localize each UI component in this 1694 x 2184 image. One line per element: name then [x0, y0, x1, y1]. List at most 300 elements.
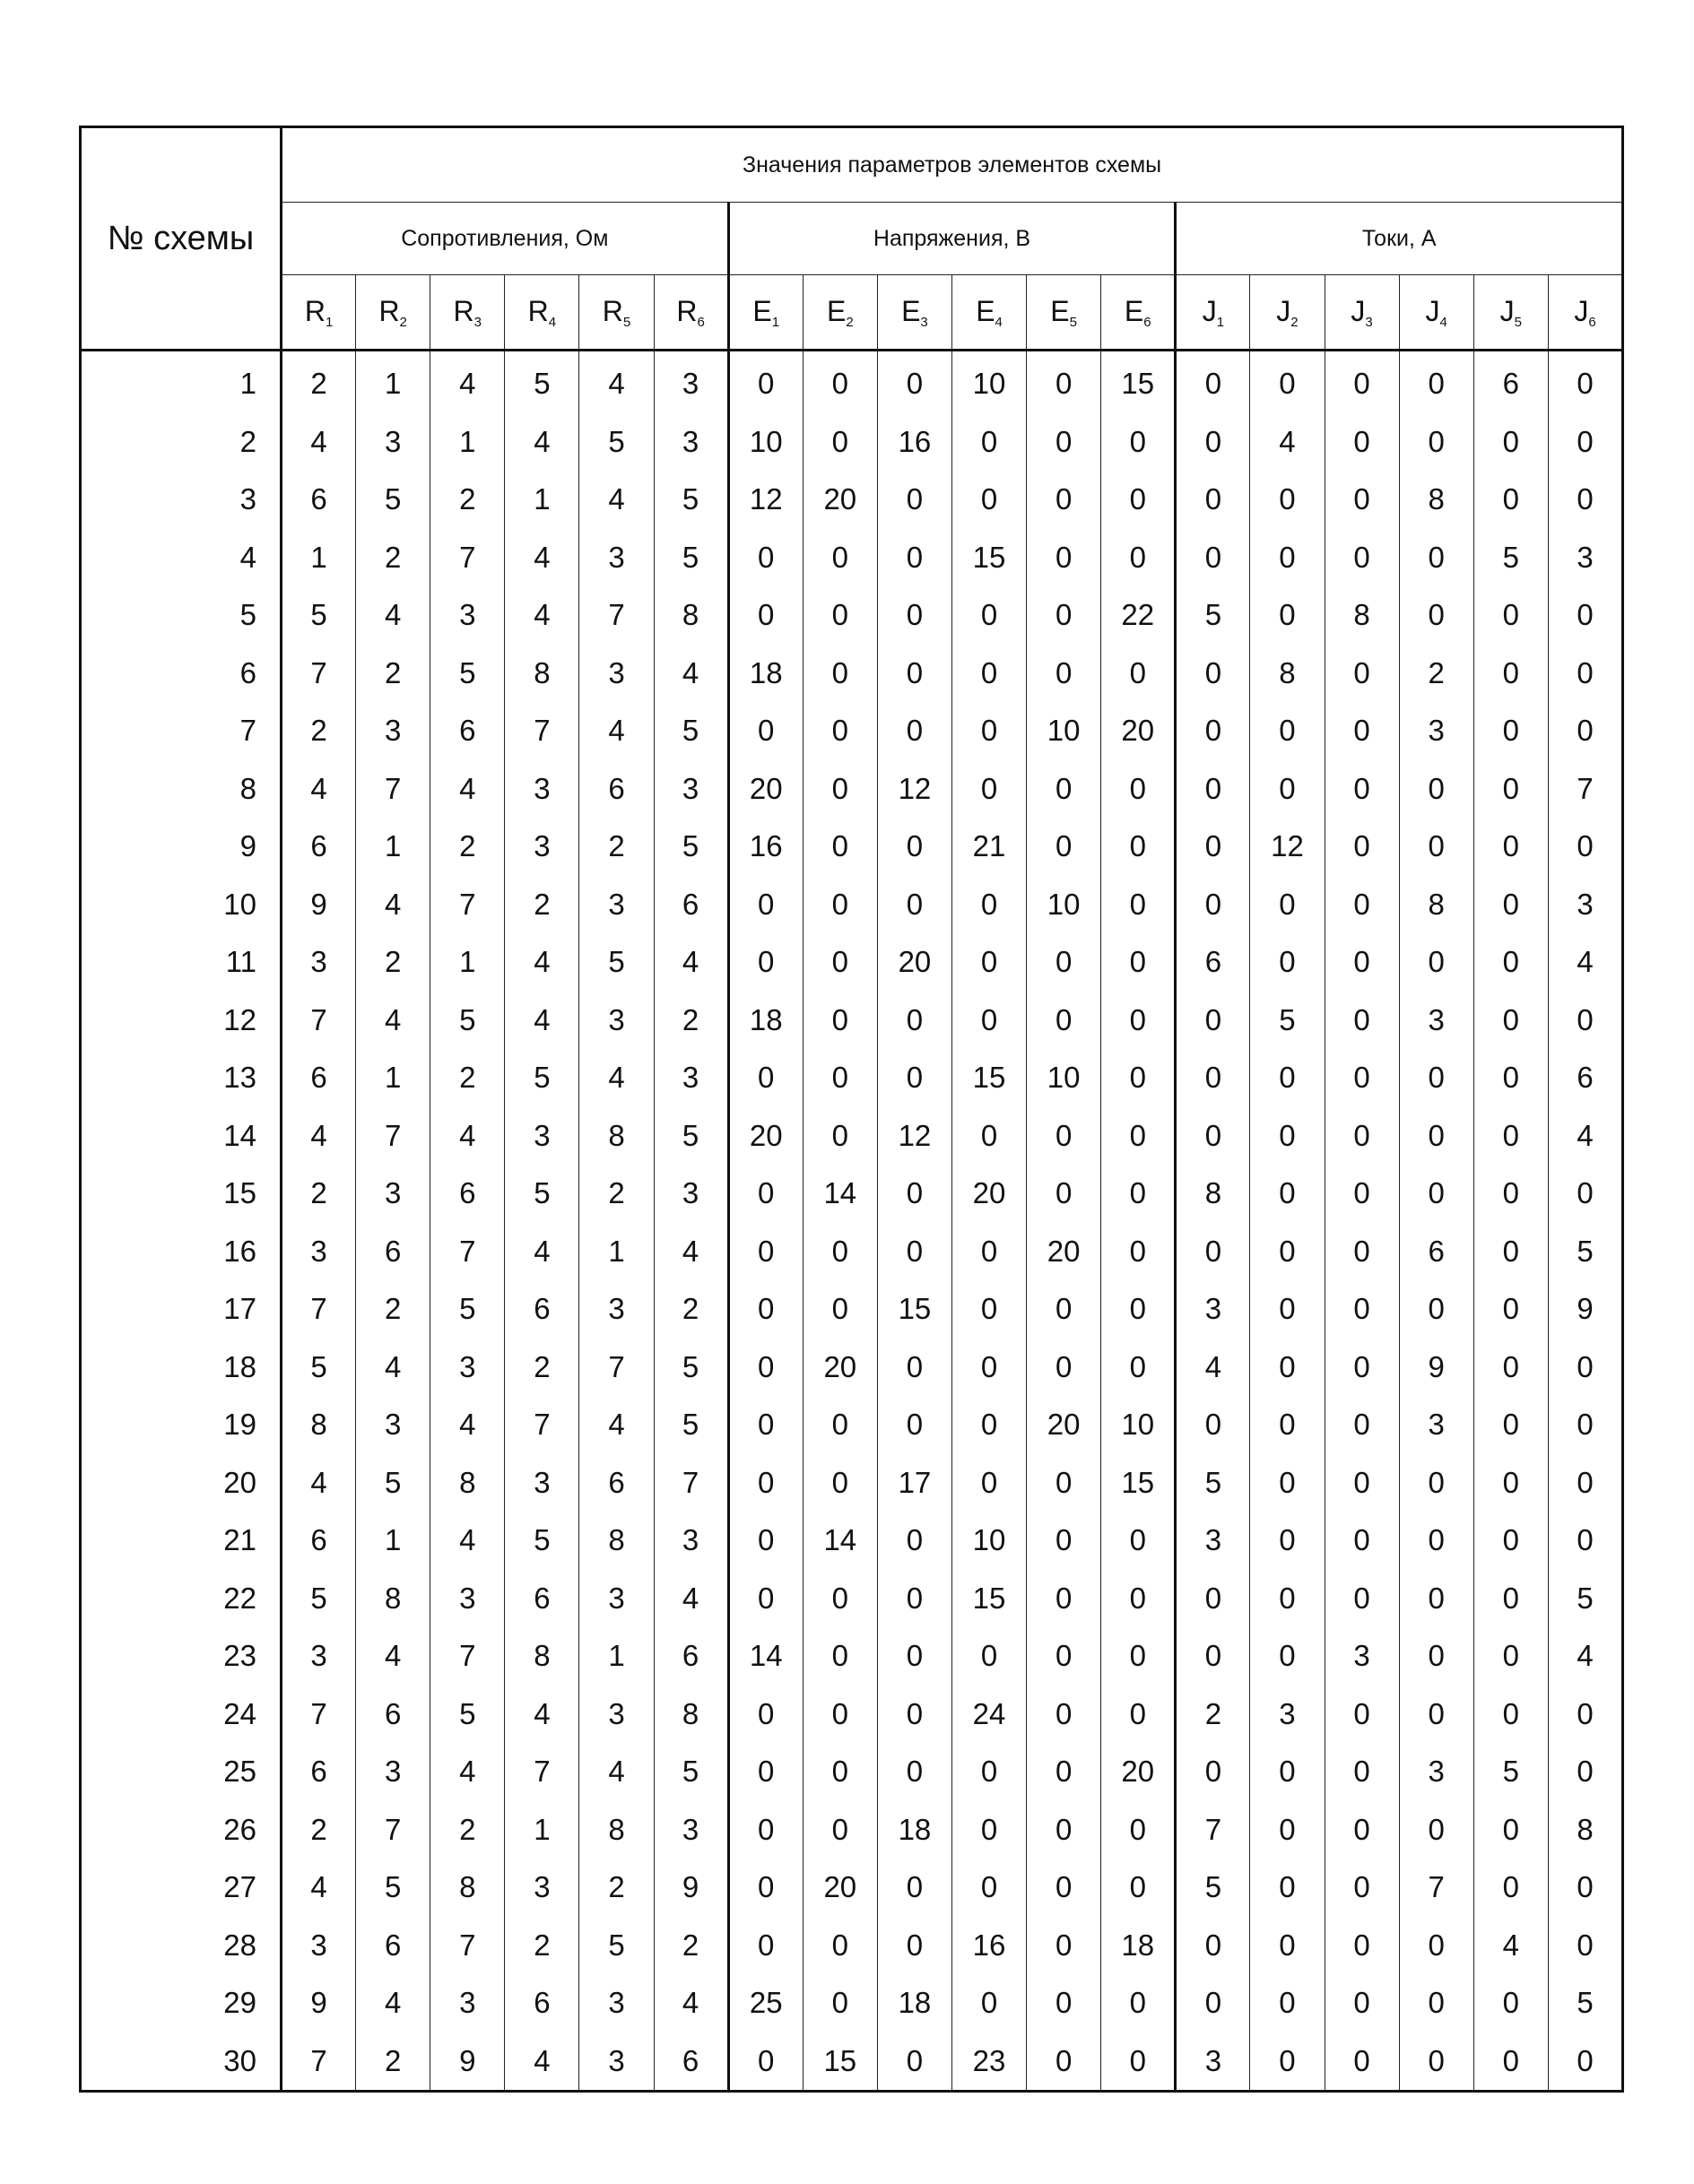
column-symbol: R	[304, 294, 326, 327]
value-cell-j6: 0	[1548, 1859, 1622, 1917]
value-cell-e3: 0	[877, 818, 951, 876]
value-cell-j6: 5	[1548, 1223, 1622, 1281]
value-cell-r5: 3	[579, 529, 654, 587]
value-cell-j6: 5	[1548, 1974, 1622, 2032]
table-row	[81, 471, 1623, 529]
value-cell-j6: 0	[1548, 992, 1622, 1050]
value-cell-r6: 9	[654, 1859, 728, 1917]
value-cell-r4: 7	[505, 702, 579, 760]
table-row	[81, 1859, 1623, 1917]
value-cell-e5: 0	[1027, 529, 1101, 587]
value-cell-j4: 0	[1399, 1627, 1473, 1686]
value-cell-e6: 0	[1101, 1974, 1176, 2032]
value-cell-e1: 18	[728, 645, 803, 703]
scheme-number-cell: 21	[81, 1512, 282, 1570]
value-cell-j6: 0	[1548, 351, 1622, 413]
value-cell-j2: 0	[1250, 1512, 1325, 1570]
value-cell-j6: 0	[1548, 1686, 1622, 1744]
scheme-number-cell: 11	[81, 933, 282, 992]
column-header-j4	[1399, 275, 1473, 351]
value-cell-j2: 12	[1250, 818, 1325, 876]
value-cell-j2: 0	[1250, 760, 1325, 819]
value-cell-e1: 0	[728, 1165, 803, 1223]
value-cell-e4: 0	[951, 1339, 1026, 1397]
value-cell-e4: 16	[951, 1917, 1026, 1975]
column-symbol: E	[976, 294, 995, 327]
value-cell-r3: 4	[430, 760, 505, 819]
value-cell-e2: 0	[803, 529, 877, 587]
value-cell-e1: 0	[728, 1512, 803, 1570]
value-cell-r4: 4	[505, 413, 579, 472]
value-cell-e5: 0	[1027, 2032, 1101, 2092]
column-subscript: 1	[325, 314, 334, 330]
value-cell-r1: 2	[282, 1165, 356, 1223]
currents-group-header: Токи, А	[1176, 203, 1623, 275]
value-cell-r2: 6	[356, 1686, 430, 1744]
value-cell-e2: 0	[803, 876, 877, 934]
value-cell-j1: 0	[1176, 992, 1250, 1050]
value-cell-r5: 4	[579, 1049, 654, 1107]
value-cell-j5: 5	[1473, 1743, 1548, 1801]
column-header-j5	[1473, 275, 1548, 351]
value-cell-e1: 0	[728, 933, 803, 992]
value-cell-r5: 3	[579, 1974, 654, 2032]
value-cell-e1: 0	[728, 1570, 803, 1628]
scheme-number-cell: 3	[81, 471, 282, 529]
value-cell-e3: 0	[877, 1512, 951, 1570]
value-cell-e4: 0	[951, 1280, 1026, 1339]
value-cell-e1: 0	[728, 351, 803, 413]
value-cell-j6: 7	[1548, 760, 1622, 819]
value-cell-e4: 15	[951, 1570, 1026, 1628]
value-cell-r1: 7	[282, 1280, 356, 1339]
value-cell-r3: 2	[430, 1049, 505, 1107]
table-row	[81, 1280, 1623, 1339]
value-cell-e1: 0	[728, 1049, 803, 1107]
value-cell-r6: 8	[654, 586, 728, 645]
value-cell-j6: 0	[1548, 1396, 1622, 1454]
value-cell-r2: 5	[356, 1454, 430, 1512]
value-cell-r1: 5	[282, 586, 356, 645]
column-symbol: E	[901, 294, 921, 327]
column-subscript: 6	[697, 314, 705, 330]
scheme-number-cell: 28	[81, 1917, 282, 1975]
value-cell-r4: 8	[505, 1627, 579, 1686]
scheme-number-cell: 7	[81, 702, 282, 760]
scheme-number-cell: 26	[81, 1801, 282, 1859]
value-cell-j6: 0	[1548, 1165, 1622, 1223]
value-cell-j3: 0	[1325, 1801, 1399, 1859]
scheme-number-cell: 5	[81, 586, 282, 645]
value-cell-j2: 0	[1250, 1859, 1325, 1917]
value-cell-j4: 6	[1399, 1223, 1473, 1281]
value-cell-r2: 3	[356, 1396, 430, 1454]
value-cell-j3: 0	[1325, 1974, 1399, 2032]
value-cell-e5: 0	[1027, 1512, 1101, 1570]
value-cell-e6: 0	[1101, 818, 1176, 876]
column-symbol: J	[1425, 294, 1440, 327]
value-cell-r6: 6	[654, 2032, 728, 2092]
value-cell-j1: 0	[1176, 702, 1250, 760]
value-cell-r1: 6	[282, 471, 356, 529]
value-cell-j4: 3	[1399, 1396, 1473, 1454]
value-cell-j1: 0	[1176, 1974, 1250, 2032]
value-cell-j3: 0	[1325, 1512, 1399, 1570]
value-cell-j2: 0	[1250, 876, 1325, 934]
value-cell-r6: 3	[654, 351, 728, 413]
column-header-r1	[282, 275, 356, 351]
column-subscript: 2	[1290, 314, 1299, 330]
value-cell-e2: 0	[803, 1570, 877, 1628]
value-cell-j5: 0	[1473, 1280, 1548, 1339]
value-cell-j6: 4	[1548, 1107, 1622, 1166]
value-cell-e5: 0	[1027, 992, 1101, 1050]
value-cell-r6: 6	[654, 876, 728, 934]
table-row	[81, 1049, 1623, 1107]
value-cell-r4: 6	[505, 1280, 579, 1339]
scheme-number-cell: 20	[81, 1454, 282, 1512]
column-header-e1	[728, 275, 803, 351]
table-row	[81, 1454, 1623, 1512]
value-cell-j5: 0	[1473, 760, 1548, 819]
value-cell-r6: 3	[654, 1512, 728, 1570]
value-cell-e5: 0	[1027, 1859, 1101, 1917]
value-cell-j2: 0	[1250, 1801, 1325, 1859]
value-cell-r2: 1	[356, 1512, 430, 1570]
table-row	[81, 413, 1623, 472]
value-cell-e6: 0	[1101, 1280, 1176, 1339]
value-cell-e1: 12	[728, 471, 803, 529]
value-cell-e6: 18	[1101, 1917, 1176, 1975]
value-cell-e4: 0	[951, 1743, 1026, 1801]
value-cell-r6: 5	[654, 1339, 728, 1397]
value-cell-r3: 7	[430, 529, 505, 587]
value-cell-e5: 0	[1027, 1570, 1101, 1628]
value-cell-r4: 5	[505, 1512, 579, 1570]
value-cell-e6: 0	[1101, 1570, 1176, 1628]
column-header-r3	[430, 275, 505, 351]
value-cell-e2: 20	[803, 1859, 877, 1917]
value-cell-r5: 8	[579, 1107, 654, 1166]
value-cell-r2: 2	[356, 1280, 430, 1339]
value-cell-r1: 5	[282, 1570, 356, 1628]
value-cell-j2: 0	[1250, 1049, 1325, 1107]
value-cell-j1: 7	[1176, 1801, 1250, 1859]
value-cell-j2: 8	[1250, 645, 1325, 703]
value-cell-r3: 4	[430, 1512, 505, 1570]
column-header-e4	[951, 275, 1026, 351]
column-subscript: 5	[1514, 314, 1522, 330]
value-cell-e1: 0	[728, 1743, 803, 1801]
value-cell-e6: 0	[1101, 1339, 1176, 1397]
value-cell-r3: 8	[430, 1859, 505, 1917]
column-header-e6	[1101, 275, 1176, 351]
value-cell-r4: 6	[505, 1974, 579, 2032]
value-cell-j4: 3	[1399, 1743, 1473, 1801]
value-cell-e2: 20	[803, 1339, 877, 1397]
value-cell-e5: 0	[1027, 760, 1101, 819]
value-cell-j3: 0	[1325, 992, 1399, 1050]
value-cell-e6: 0	[1101, 1049, 1176, 1107]
value-cell-j5: 0	[1473, 586, 1548, 645]
value-cell-r5: 5	[579, 413, 654, 472]
value-cell-r4: 4	[505, 1223, 579, 1281]
value-cell-e3: 0	[877, 1627, 951, 1686]
column-subscript: 3	[473, 314, 482, 330]
value-cell-j3: 0	[1325, 1165, 1399, 1223]
value-cell-j5: 0	[1473, 992, 1548, 1050]
value-cell-r4: 3	[505, 1107, 579, 1166]
scheme-number-cell: 16	[81, 1223, 282, 1281]
value-cell-r2: 2	[356, 645, 430, 703]
value-cell-j2: 0	[1250, 1107, 1325, 1166]
table-row	[81, 933, 1623, 992]
value-cell-e1: 0	[728, 1859, 803, 1917]
value-cell-r2: 6	[356, 1917, 430, 1975]
value-cell-j5: 0	[1473, 1049, 1548, 1107]
value-cell-r6: 5	[654, 1107, 728, 1166]
value-cell-e2: 14	[803, 1512, 877, 1570]
value-cell-r1: 3	[282, 1627, 356, 1686]
value-cell-r1: 4	[282, 1107, 356, 1166]
value-cell-e4: 0	[951, 1454, 1026, 1512]
value-cell-r3: 5	[430, 1686, 505, 1744]
value-cell-e6: 0	[1101, 992, 1176, 1050]
column-header-r5	[579, 275, 654, 351]
scheme-number-cell: 8	[81, 760, 282, 819]
value-cell-j4: 3	[1399, 992, 1473, 1050]
table-row	[81, 1396, 1623, 1454]
value-cell-j5: 6	[1473, 351, 1548, 413]
value-cell-r2: 7	[356, 1801, 430, 1859]
scheme-number-cell: 10	[81, 876, 282, 934]
value-cell-j1: 3	[1176, 1280, 1250, 1339]
value-cell-e3: 16	[877, 413, 951, 472]
column-header-r6	[654, 275, 728, 351]
value-cell-j3: 3	[1325, 1627, 1399, 1686]
value-cell-r6: 2	[654, 1280, 728, 1339]
value-cell-e1: 0	[728, 1396, 803, 1454]
value-cell-j5: 0	[1473, 1107, 1548, 1166]
value-cell-e4: 0	[951, 1223, 1026, 1281]
value-cell-j4: 0	[1399, 760, 1473, 819]
value-cell-e1: 0	[728, 702, 803, 760]
value-cell-e4: 0	[951, 586, 1026, 645]
value-cell-j2: 0	[1250, 1917, 1325, 1975]
value-cell-j1: 0	[1176, 529, 1250, 587]
value-cell-j1: 0	[1176, 760, 1250, 819]
value-cell-r4: 2	[505, 876, 579, 934]
value-cell-r4: 1	[505, 1801, 579, 1859]
value-cell-j3: 0	[1325, 933, 1399, 992]
value-cell-r4: 8	[505, 645, 579, 703]
value-cell-e6: 0	[1101, 529, 1176, 587]
table-row	[81, 1917, 1623, 1975]
column-header-r2	[356, 275, 430, 351]
value-cell-j5: 0	[1473, 1165, 1548, 1223]
value-cell-j3: 0	[1325, 760, 1399, 819]
column-header-e2	[803, 275, 877, 351]
value-cell-e2: 0	[803, 1107, 877, 1166]
value-cell-r5: 4	[579, 351, 654, 413]
value-cell-r5: 3	[579, 992, 654, 1050]
value-cell-j2: 0	[1250, 1570, 1325, 1628]
value-cell-r3: 8	[430, 1454, 505, 1512]
value-cell-r1: 4	[282, 760, 356, 819]
value-cell-e6: 0	[1101, 1801, 1176, 1859]
value-cell-j4: 0	[1399, 1107, 1473, 1166]
value-cell-r6: 5	[654, 471, 728, 529]
column-symbol: J	[1499, 294, 1515, 327]
column-symbol: R	[378, 294, 400, 327]
scheme-number-cell: 22	[81, 1570, 282, 1628]
value-cell-j6: 0	[1548, 1743, 1622, 1801]
table-row	[81, 1223, 1623, 1281]
value-cell-e2: 0	[803, 351, 877, 413]
value-cell-r3: 2	[430, 1801, 505, 1859]
scheme-number-cell: 27	[81, 1859, 282, 1917]
value-cell-r1: 7	[282, 645, 356, 703]
value-cell-e3: 0	[877, 645, 951, 703]
value-cell-r2: 5	[356, 1859, 430, 1917]
value-cell-r6: 4	[654, 933, 728, 992]
table-row	[81, 760, 1623, 819]
value-cell-j6: 0	[1548, 1454, 1622, 1512]
value-cell-j4: 0	[1399, 818, 1473, 876]
value-cell-e1: 14	[728, 1627, 803, 1686]
table-row	[81, 1743, 1623, 1801]
table-row	[81, 645, 1623, 703]
value-cell-j2: 0	[1250, 1165, 1325, 1223]
value-cell-j3: 0	[1325, 1396, 1399, 1454]
value-cell-r2: 6	[356, 1223, 430, 1281]
value-cell-j1: 6	[1176, 933, 1250, 992]
value-cell-j6: 3	[1548, 529, 1622, 587]
value-cell-r5: 6	[579, 1454, 654, 1512]
value-cell-r4: 1	[505, 471, 579, 529]
value-cell-e3: 20	[877, 933, 951, 992]
value-cell-e3: 0	[877, 1396, 951, 1454]
value-cell-j4: 0	[1399, 2032, 1473, 2092]
value-cell-r5: 4	[579, 702, 654, 760]
value-cell-j6: 5	[1548, 1570, 1622, 1628]
value-cell-j2: 0	[1250, 2032, 1325, 2092]
value-cell-j6: 4	[1548, 1627, 1622, 1686]
value-cell-e4: 0	[951, 413, 1026, 472]
value-cell-r5: 3	[579, 1570, 654, 1628]
value-cell-j1: 0	[1176, 1743, 1250, 1801]
value-cell-r3: 4	[430, 1107, 505, 1166]
table-row	[81, 1974, 1623, 2032]
value-cell-e3: 18	[877, 1974, 951, 2032]
value-cell-r2: 3	[356, 1743, 430, 1801]
value-cell-j6: 6	[1548, 1049, 1622, 1107]
value-cell-r1: 4	[282, 1859, 356, 1917]
value-cell-r3: 5	[430, 645, 505, 703]
value-cell-e4: 24	[951, 1686, 1026, 1744]
value-cell-j4: 0	[1399, 1801, 1473, 1859]
value-cell-e6: 0	[1101, 1223, 1176, 1281]
value-cell-j2: 0	[1250, 933, 1325, 992]
value-cell-r3: 7	[430, 1223, 505, 1281]
value-cell-j5: 0	[1473, 1974, 1548, 2032]
value-cell-r5: 5	[579, 1917, 654, 1975]
value-cell-j5: 0	[1473, 702, 1548, 760]
value-cell-e3: 0	[877, 1917, 951, 1975]
value-cell-e5: 0	[1027, 1339, 1101, 1397]
value-cell-e5: 0	[1027, 586, 1101, 645]
value-cell-e6: 0	[1101, 876, 1176, 934]
table-row	[81, 351, 1623, 413]
value-cell-r4: 3	[505, 1859, 579, 1917]
value-cell-r4: 4	[505, 992, 579, 1050]
value-cell-r6: 5	[654, 702, 728, 760]
value-cell-r1: 2	[282, 1801, 356, 1859]
value-cell-e2: 0	[803, 1917, 877, 1975]
table-row	[81, 1339, 1623, 1397]
value-cell-e5: 0	[1027, 471, 1101, 529]
value-cell-e4: 15	[951, 529, 1026, 587]
table-row	[81, 818, 1623, 876]
column-symbol: J	[1276, 294, 1291, 327]
column-subscript: 4	[995, 314, 1003, 330]
scheme-number-cell: 6	[81, 645, 282, 703]
scheme-number-cell: 29	[81, 1974, 282, 2032]
value-cell-r4: 5	[505, 1165, 579, 1223]
value-cell-r1: 7	[282, 992, 356, 1050]
value-cell-e4: 0	[951, 1627, 1026, 1686]
value-cell-j1: 0	[1176, 645, 1250, 703]
value-cell-e4: 0	[951, 1974, 1026, 2032]
value-cell-r6: 5	[654, 529, 728, 587]
value-cell-j1: 0	[1176, 1396, 1250, 1454]
parameters-title: Значения параметров элементов схемы	[282, 127, 1623, 203]
value-cell-e3: 0	[877, 1570, 951, 1628]
value-cell-j6: 0	[1548, 1339, 1622, 1397]
scheme-number-cell: 2	[81, 413, 282, 472]
value-cell-j1: 0	[1176, 471, 1250, 529]
value-cell-e1: 0	[728, 1454, 803, 1512]
value-cell-e2: 14	[803, 1165, 877, 1223]
value-cell-e6: 0	[1101, 1165, 1176, 1223]
scheme-number-cell: 14	[81, 1107, 282, 1166]
value-cell-e3: 0	[877, 1339, 951, 1397]
value-cell-r1: 6	[282, 1512, 356, 1570]
scheme-number-cell: 19	[81, 1396, 282, 1454]
value-cell-j4: 8	[1399, 876, 1473, 934]
value-cell-e6: 15	[1101, 1454, 1176, 1512]
value-cell-j6: 8	[1548, 1801, 1622, 1859]
value-cell-r2: 1	[356, 1049, 430, 1107]
value-cell-e2: 0	[803, 1049, 877, 1107]
value-cell-r2: 2	[356, 529, 430, 587]
value-cell-e4: 10	[951, 351, 1026, 413]
value-cell-j6: 0	[1548, 818, 1622, 876]
value-cell-r3: 5	[430, 1280, 505, 1339]
column-subscript: 4	[1439, 314, 1447, 330]
column-header-e3	[877, 275, 951, 351]
value-cell-r6: 5	[654, 1743, 728, 1801]
value-cell-r4: 2	[505, 1917, 579, 1975]
value-cell-e6: 0	[1101, 645, 1176, 703]
value-cell-r4: 3	[505, 760, 579, 819]
value-cell-r2: 4	[356, 586, 430, 645]
table-row	[81, 1512, 1623, 1570]
value-cell-r6: 4	[654, 645, 728, 703]
value-cell-j5: 0	[1473, 1454, 1548, 1512]
value-cell-e4: 0	[951, 876, 1026, 934]
value-cell-r3: 3	[430, 1570, 505, 1628]
